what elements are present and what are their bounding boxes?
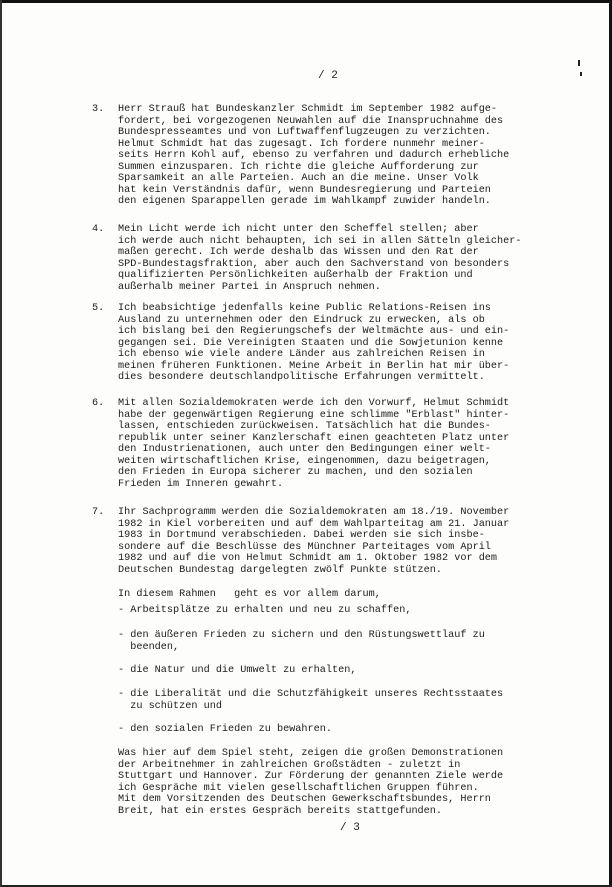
text-line: Ausland zu unternehmen oder den Eindruck zu erwecken, als ob — [118, 314, 485, 326]
item-number: 4. — [92, 224, 105, 235]
text-line: In diesem Rahmen geht es vor allem darum, — [118, 589, 381, 600]
page-marker-bottom: / 3 — [340, 822, 360, 834]
item-body — [118, 398, 509, 490]
text-line: 1982 in Kiel vorbereiten und auf dem Wahlparteitag am 21. Januar — [118, 518, 510, 530]
text-line: Mit allen Sozialdemokraten werde ich den Vorwurf, Helmut Schmidt — [118, 398, 510, 409]
scan-edge-top — [0, 0, 612, 3]
text-line: - die Natur und die Umwelt zu erhalten, — [118, 665, 357, 676]
text-line: SPD-Bundestagsfraktion, aber auch den Sachverstand von besonders — [118, 258, 510, 270]
page-marker-top: / 2 — [318, 70, 338, 82]
text-line: ich bislang bei den Regierungschefs der Weltmächte aus- und ein- — [118, 326, 510, 337]
text-line: den Frieden in Europa sicherer zu machen, und den sozialen — [118, 467, 473, 478]
text-line: zu schützen und — [118, 700, 222, 712]
text-line: Bundespresseamtes und von Luftwaffenflugzeugen zu verzichten. — [118, 127, 491, 138]
item-body — [118, 224, 522, 293]
text-line: Stuttgart und Hannover. Zur Förderung der genannten Ziele werde — [118, 771, 504, 782]
text-line: Herr Strauß hat Bundeskanzler Schmidt im September 1982 aufge- — [118, 104, 498, 115]
text-line: 1982 und auf die von Helmut Schmidt am 1. Oktober 1982 vor dem — [118, 553, 498, 564]
text-line: Ihr Sachprogramm werden die Sozialdemokraten am 18./19. November — [118, 507, 510, 518]
text-line: Sparsamkeit an alle Parteien. Auch an die meine. Unser Volk — [118, 173, 479, 184]
text-line: lassen, entschieden zurückweisen. Tatsächlich hat die Bundes- — [118, 421, 491, 432]
closing-paragraph — [118, 748, 503, 817]
text-line: ich ebenso wie viele andere Länder aus zahlreichen Reisen in — [118, 349, 485, 360]
frame-point — [118, 665, 356, 677]
text-line: Breit, hat ein erstes Gespräch bereits stattgefunden. — [118, 805, 443, 817]
scan-speck — [580, 72, 582, 76]
item-body — [118, 104, 509, 208]
item-body — [118, 303, 509, 384]
text-line: den eigenen Sparappellen gerade im Wahlkampf zuwider handeln. — [118, 196, 491, 207]
text-line: Helmut Schmidt hat das zugesagt. Ich fordere nunmehr meiner- — [118, 138, 485, 150]
frame-point — [118, 724, 332, 736]
text-line: ich Gespräche mit vielen gesellschaftlichen Gruppen führen. — [118, 782, 479, 794]
text-line: - die Liberalität und die Schutzfähigkeit unseres Rechtsstaates — [118, 689, 504, 700]
item-number: 5. — [92, 303, 105, 314]
item-number: 6. — [92, 398, 105, 409]
frame-point — [118, 605, 411, 617]
text-line: Ich beabsichtige jedenfalls keine Public Relations-Reisen ins — [118, 303, 491, 314]
text-line: Summen einzusparen. Ich richte die gleiche Aufforderung zur — [118, 161, 479, 173]
text-line: habe der gegenwärtigen Regierung eine schlimme "Erblast" hinter- — [118, 409, 510, 421]
item-number: 3. — [92, 104, 105, 115]
text-line: Was hier auf dem Spiel steht, zeigen die großen Demonstrationen — [118, 748, 504, 759]
item-number: 7. — [92, 507, 105, 518]
frame-point — [118, 689, 503, 712]
text-line: maßen gerecht. Ich werde deshalb das Wissen und den Rat der — [118, 247, 479, 258]
text-line: meinen früheren Funktionen. Meine Arbeit in Berlin hat mir über- — [118, 360, 510, 372]
text-line: außerhalb meiner Partei in Anspruch nehmen. — [118, 281, 381, 293]
text-line: seits Herrn Kohl auf, ebenso zu verfahren und dadurch erhebliche — [118, 150, 510, 161]
text-line: - den sozialen Frieden zu bewahren. — [118, 724, 332, 735]
text-line: der Arbeitnehmer in zahlreichen Großstädten - zuletzt in — [118, 759, 461, 771]
text-line: qualifizierten Persönlichkeiten außerhalb der Fraktion und — [118, 270, 473, 281]
text-line: sondere auf die Beschlüsse des Münchner Parteitages vom April — [118, 541, 491, 553]
text-line: - den äußeren Frieden zu sichern und den Rüstungswettlauf zu — [118, 630, 485, 641]
scan-speck — [578, 60, 580, 66]
text-line: beenden, — [118, 641, 180, 653]
text-line: Deutschen Bundestag dargelegten zwölf Punkte stützen. — [118, 564, 443, 576]
scan-edge-left — [0, 0, 2, 887]
text-line: 1983 in Dortmund verabschieden. Dabei werden sie sich insbe- — [118, 530, 485, 541]
text-line: - Arbeitsplätze zu erhalten und neu zu schaffen, — [118, 605, 412, 616]
text-line: weiten wirtschaftlichen Krise, eingenommen, dazu beigetragen, — [118, 455, 491, 467]
text-line: republik unter seiner Kanzlerschaft einen geachteten Platz unter — [118, 432, 510, 444]
text-line: hat kein Verständnis dafür, wenn Bundesregierung und Parteien — [118, 184, 491, 196]
text-line: dies besondere deutschlandpolitische Erfahrungen vermittelt. — [118, 372, 485, 383]
text-line: Frieden im Inneren gewahrt. — [118, 478, 284, 490]
item-body — [118, 507, 509, 576]
text-line: Mein Licht werde ich nicht unter den Scheffel stellen; aber — [118, 224, 479, 235]
text-line: ich werde auch nicht behaupten, ich sei in allen Sätteln gleicher- — [118, 235, 522, 247]
text-line: den Industrienationen, auch unter den Bedingungen einer welt- — [118, 444, 491, 455]
text-line: Mit dem Vorsitzenden des Deutschen Gewerkschaftsbundes, Herrn — [118, 794, 491, 805]
frame-intro — [118, 589, 381, 601]
text-line: fordert, bei vorgezogenen Neuwahlen auf die Inanspruchnahme des — [118, 115, 504, 127]
text-line: gegangen sei. Die Vereinigten Staaten und die Sowjetunion kenne — [118, 337, 504, 349]
frame-point — [118, 630, 485, 653]
